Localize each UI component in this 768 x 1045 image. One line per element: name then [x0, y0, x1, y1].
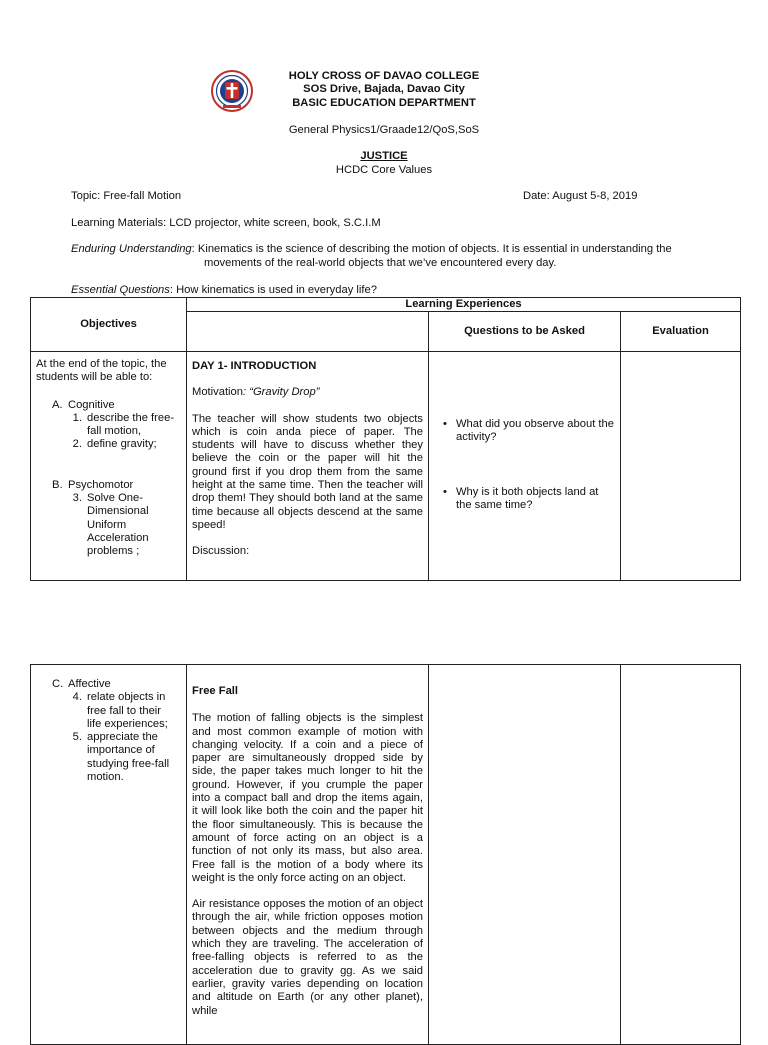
activity-text: The teacher will show students two objects which is coin anda piece of paper. The students will have to discuss whether they believe the coin or the paper will hit the ground first if you drop them from the same height at the same time. Then the teacher will drop them! They should both land at the same time because all objects descend at the same speed! [192, 412, 423, 531]
experiences-subheader-blank [187, 312, 429, 352]
lesson-table-1 [30, 297, 741, 581]
col-questions-header: Questions to be Asked [429, 312, 621, 352]
enduring-understanding [71, 243, 672, 256]
topic-line: Topic: Free-fall Motion [71, 190, 182, 202]
free-fall-paragraph-2: Air resistance opposes the motion of an object through the air, while friction opposes motion between objects and the medium through which they are traveling. The acceleration of free-falling objects is referred to as the acceleration due to gravity gg. As we said earlier, gravity varies depending on location and altitude on Earth (or any other planet), while [192, 898, 423, 1017]
objectives-list [36, 399, 181, 559]
materials-line: Learning Materials: LCD projector, white screen, book, S.C.I.M [71, 217, 381, 229]
question-item: • Why is it both objects land at the same time? [443, 485, 599, 511]
discussion-label: Discussion: [192, 545, 250, 558]
col-objectives-header: Objectives [31, 298, 187, 352]
objectives-cell [31, 352, 187, 581]
date-line: Date: August 5-8, 2019 [523, 190, 638, 202]
question-item: • What did you observe about the activity? [443, 418, 614, 444]
school-address: SOS Drive, Bajada, Davao City [303, 83, 465, 95]
core-value-title: JUSTICE [360, 150, 408, 162]
questions-cell [429, 352, 621, 581]
objectives-cell-continued [31, 665, 187, 1045]
experiences-cell [187, 352, 429, 581]
eu-text-2: movements of the real-world objects that we’ve encountered every day. [204, 257, 557, 269]
list-item: 5. appreciate the importance of studying free-fall motion. [72, 731, 170, 784]
list-item: 4. relate objects in free fall to their life experiences; [72, 691, 168, 730]
objectives-intro: At the end of the topic, the students will be able to: [36, 358, 167, 384]
core-value-subtitle: HCDC Core Values [335, 164, 433, 176]
motivation-line: Motivation: “Gravity Drop” [192, 386, 320, 399]
evaluation-cell-continued [621, 665, 741, 1045]
day-title: DAY 1- INTRODUCTION [192, 360, 317, 372]
col-evaluation-header: Evaluation [621, 312, 741, 352]
department-name: BASIC EDUCATION DEPARTMENT [292, 97, 476, 109]
school-name: HOLY CROSS OF DAVAO COLLEGE [288, 70, 480, 82]
free-fall-paragraph-1: The motion of falling objects is the simplest and most common example of motion with changing velocity. If a coin and a piece of paper are simultaneously dropped side by side, the paper takes much longer to hit the ground. However, if you crumple the paper into a compact ball and drop the items again, it will look like both the coin and the paper hit the floor simultaneously. This is because the amount of force acting on an object is a function of not only its mass, but also area. Free fall is the motion of a body where its weight is the only force acting on an object. [192, 712, 423, 884]
objectives-list-continued [36, 678, 181, 784]
eq-text: : How kinematics is used in everyday life? [169, 284, 377, 296]
experiences-cell-continued [187, 665, 429, 1045]
psychomotor-item: B. Psychomotor 3. Solve One-Dimensional Uniform Acceleration problems ; [52, 479, 181, 559]
course-line: General Physics1/Graade12/QoS,SoS [288, 124, 480, 136]
questions-cell-continued [429, 665, 621, 1045]
list-item: 1. describe the free-fall motion, [72, 411, 175, 438]
affective-item: C. Affective 4. relate objects in free fall to their life experiences; 5. appreciate the importance of studying free-fall motion. [52, 678, 181, 784]
list-item: 3. Solve One-Dimensional Uniform Acceleration problems ; [72, 492, 149, 558]
learning-experiences-header: Learning Experiences [187, 298, 741, 312]
free-fall-title: Free Fall [192, 685, 239, 697]
lesson-table-2 [30, 664, 741, 1045]
evaluation-cell [621, 352, 741, 581]
list-item: 2. define gravity; [72, 438, 157, 451]
essential-questions [71, 284, 377, 297]
eq-label: Essential Questions [71, 284, 170, 296]
eu-label: Enduring Understanding [71, 243, 192, 255]
eu-text-1: : Kinematics is the science of describing the motion of objects. It is essential in understanding the [191, 243, 672, 255]
cognitive-item: A. Cognitive 1. describe the free-fall motion, 2. define gravity; [52, 399, 181, 452]
